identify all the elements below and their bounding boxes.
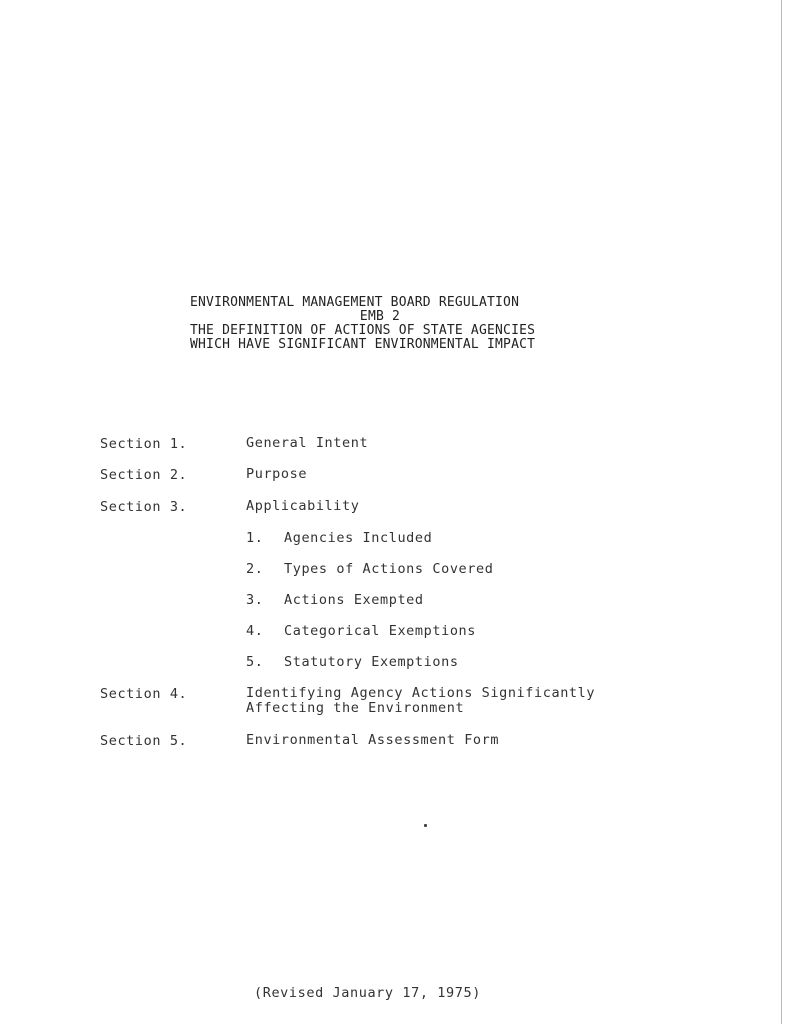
section-label: Section 3. <box>100 499 188 515</box>
section-label: Section 2. <box>100 467 188 483</box>
subitem-number: 4. <box>246 623 264 639</box>
section-title-line-2: Affecting the Environment <box>246 700 465 716</box>
document-header <box>190 296 610 352</box>
section-title: Applicability <box>246 498 360 514</box>
scan-edge-line <box>781 0 782 1024</box>
section-title: General Intent <box>246 435 369 451</box>
revision-note: (Revised January 17, 1975) <box>254 985 481 1001</box>
scan-speck <box>424 824 427 827</box>
section-label: Section 1. <box>100 436 188 452</box>
subitem-title: Agencies Included <box>284 530 433 546</box>
section-title: Purpose <box>246 466 308 482</box>
section-title-line-1: Identifying Agency Actions Significantly <box>246 685 596 701</box>
subitem-title: Types of Actions Covered <box>284 561 494 577</box>
subitem-number: 3. <box>246 592 264 608</box>
subitem-title: Actions Exempted <box>284 592 424 608</box>
subitem-number: 1. <box>246 530 264 546</box>
section-title: Environmental Assessment Form <box>246 732 500 748</box>
header-regulation-number: EMB 2 <box>359 309 401 324</box>
subitem-title: Statutory Exemptions <box>284 654 459 670</box>
header-title-line-1: ENVIRONMENTAL MANAGEMENT BOARD REGULATION <box>190 295 520 310</box>
header-title-line-2: THE DEFINITION OF ACTIONS OF STATE AGENCIES <box>190 323 536 338</box>
subitem-number: 5. <box>246 654 264 670</box>
subitem-number: 2. <box>246 561 264 577</box>
section-label: Section 5. <box>100 733 188 749</box>
section-label: Section 4. <box>100 686 188 702</box>
header-title-line-3: WHICH HAVE SIGNIFICANT ENVIRONMENTAL IMPACT <box>190 337 536 352</box>
subitem-title: Categorical Exemptions <box>284 623 477 639</box>
